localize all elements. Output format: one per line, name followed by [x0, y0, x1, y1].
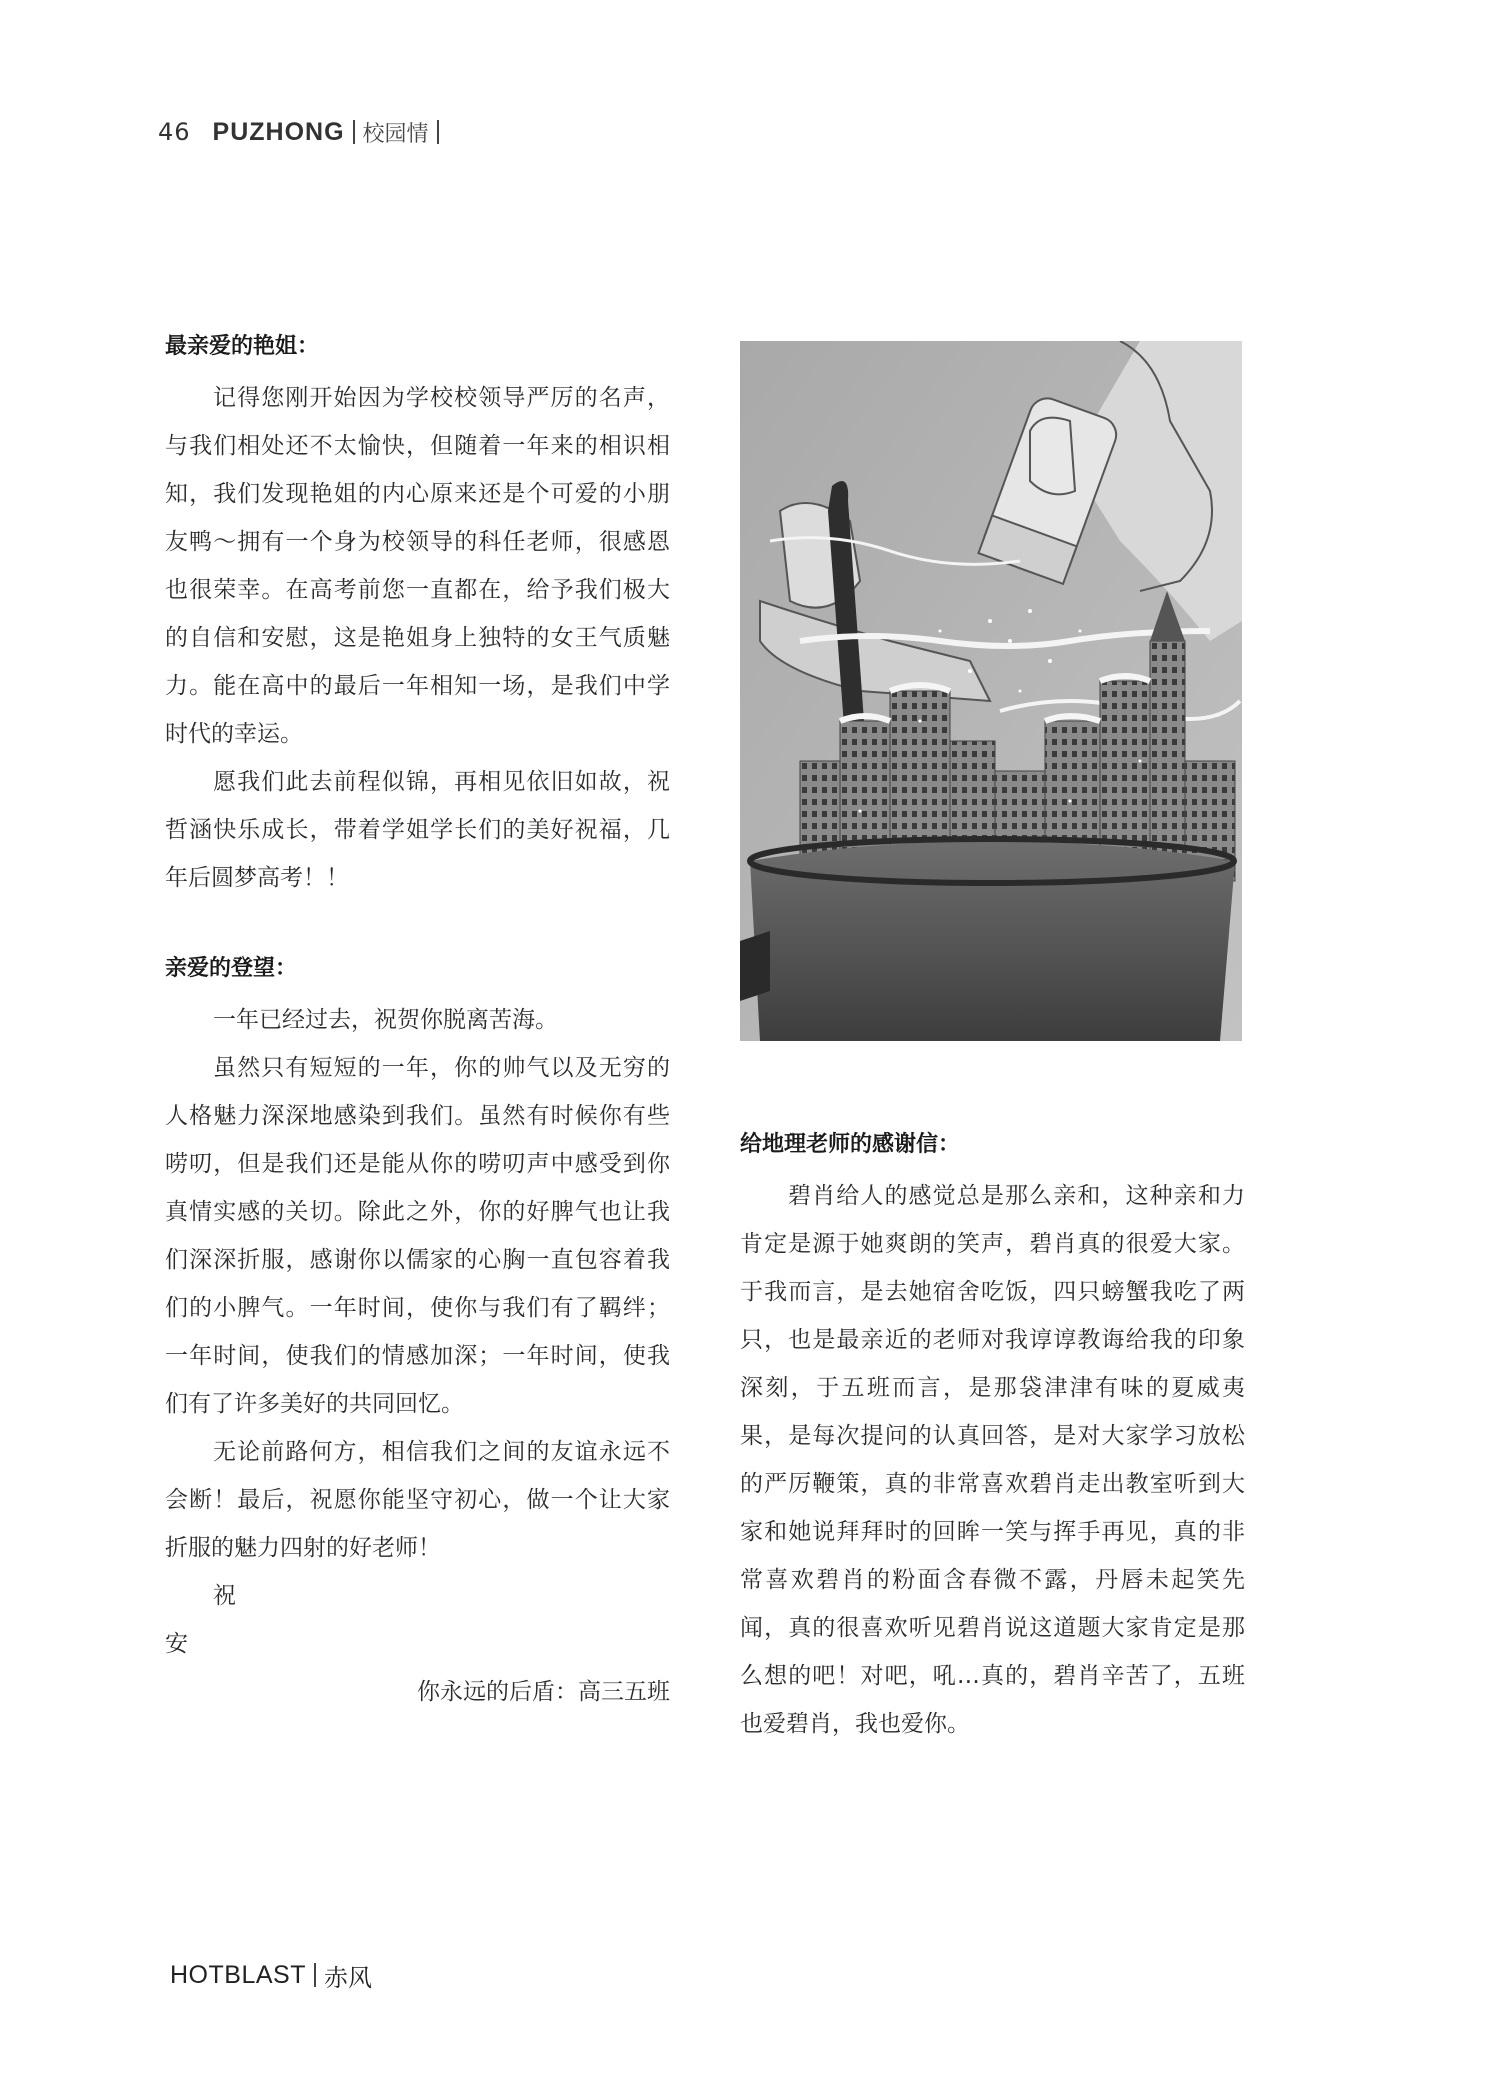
letter-1 [165, 330, 670, 902]
separator [353, 120, 355, 144]
letter-2-paragraph: 一年已经过去，祝贺你脱离苦海。 [213, 1007, 558, 1033]
page-footer [170, 1955, 372, 1995]
footer-brand: HOTBLAST [170, 1960, 306, 1989]
right-column [740, 1128, 1245, 1798]
separator [314, 1963, 316, 1987]
left-column [165, 330, 670, 1766]
page-number: 46 [158, 118, 191, 146]
letter-2 [165, 952, 670, 1716]
page-header [158, 112, 447, 152]
magazine-brand: PUZHONG [212, 117, 345, 146]
letter-3-paragraph: 碧肖给人的感觉总是那么亲和，这种亲和力肯定是源于她爽朗的笑声，碧肖真的很爱大家。于我而言，是去她宿舍吃饭，四只螃蟹我吃了两只，也是最亲近的老师对我谆谆教诲给我的印象深刻，于五班而言，是那袋津津有味的夏威夷果，是每次提问的认真回答，是对大家学习放松的严厉鞭策，真的非常喜欢碧肖走出教室听到大家和她说拜拜时的回眸一笑与挥手再见，真的非常喜欢碧肖的粉面含春微不露，丹唇未起笑先闻，真的很喜欢听见碧肖说这道题大家肯定是那么想的吧！对吧，吼…真的，碧肖辛苦了，五班也爱碧肖，我也爱你。 [740, 1183, 1245, 1737]
letter-1-paragraph: 愿我们此去前程似锦，再相见依旧如故，祝哲涵快乐成长，带着学姐学长们的美好祝福，几年后圆梦高考！！ [165, 769, 670, 891]
letter-2-closing: 安 [165, 1631, 188, 1657]
letter-2-closing: 祝 [213, 1583, 236, 1609]
letter-1-heading: 最亲爱的艳姐： [165, 334, 320, 359]
illustration-svg [740, 341, 1242, 1041]
city-in-pot-illustration [740, 341, 1242, 1041]
separator [437, 120, 439, 144]
section-name: 校园情 [362, 121, 429, 147]
letter-3-heading: 给地理老师的感谢信： [740, 1132, 961, 1157]
letter-2-heading: 亲爱的登望： [165, 956, 298, 981]
letter-2-signature: 你永远的后盾：高三五班 [417, 1679, 670, 1705]
footer-section: 赤风 [323, 1963, 372, 1992]
letter-2-paragraph: 无论前路何方，相信我们之间的友谊永远不会断！最后，祝愿你能坚守初心，做一个让大家折服的魅力四射的好老师！ [165, 1439, 670, 1561]
letter-1-paragraph: 记得您刚开始因为学校校领导严厉的名声，与我们相处还不太愉快，但随着一年来的相识相知，我们发现艳姐的内心原来还是个可爱的小朋友鸭～拥有一个身为校领导的科任老师，很感恩也很荣幸。在高考前您一直都在，给予我们极大的自信和安慰，这是艳姐身上独特的女王气质魅力。能在高中的最后一年相知一场，是我们中学时代的幸运。 [165, 385, 670, 747]
letter-3 [740, 1128, 1245, 1748]
letter-2-paragraph: 虽然只有短短的一年，你的帅气以及无穷的人格魅力深深地感染到我们。虽然有时候你有些唠叨，但是我们还是能从你的唠叨声中感受到你真情实感的关切。除此之外，你的好脾气也让我们深深折服，感谢你以儒家的心胸一直包容着我们的小脾气。一年时间，使你与我们有了羁绊；一年时间，使我们的情感加深；一年时间，使我们有了许多美好的共同回忆。 [165, 1055, 670, 1417]
